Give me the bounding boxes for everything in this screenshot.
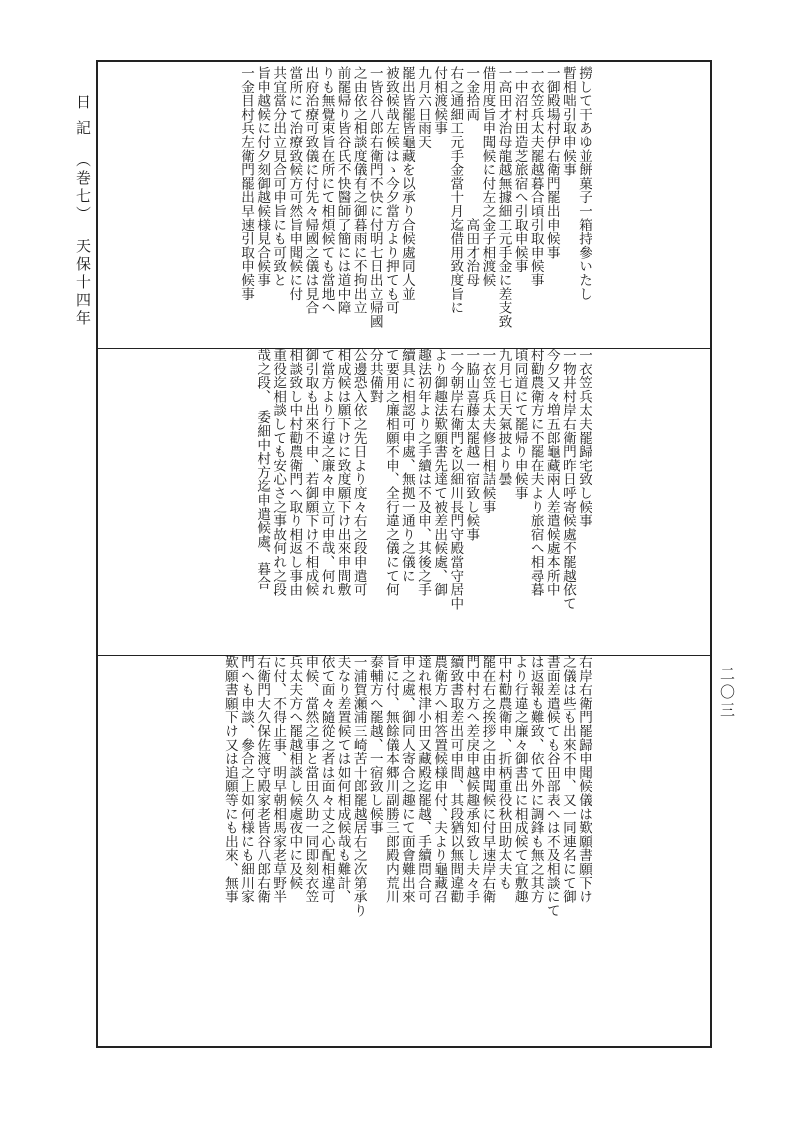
text-column: 依て面々隨從之者は面々丈之心配相違可 <box>318 655 335 904</box>
text-column: て當方より行違之廉々申立可申哉、何れ <box>318 348 335 597</box>
text-column: 九月六日雨天 <box>415 66 432 149</box>
text-column: 中村勸農衛申、折柄重役秋田助太夫も <box>495 655 512 890</box>
text-column: 一高田才治母龍越無據細工元手金に差支致 <box>495 66 512 329</box>
text-column: 右之通細工元手金當十月迄借用致度旨に <box>447 66 464 315</box>
text-column: 夫なり差置候ては如何相成候哉も難計、 <box>334 655 351 904</box>
text-column: 農衛方へ相答置候様申付、夫より龜藏召 <box>431 655 448 904</box>
text-column: 共宜當分出立見合可申旨にも可致と <box>270 66 287 287</box>
text-column: 出府治療可致儀に付先々帰國之儀は見合 <box>302 66 319 315</box>
text-column: 分共備對 <box>366 348 383 404</box>
text-column: 旨に付、無餘儀本郷川副勝三郎殿内荒川 <box>382 655 399 904</box>
text-column: 一今朝岸右衛門を以細川長門守殿當守居中 <box>447 348 464 611</box>
text-column: 頃同道にて罷帰り申候事 <box>511 348 528 500</box>
text-column: 歎願書願下け又は追願等にも出來、無事 <box>221 655 238 904</box>
text-column: 一衣笠兵太夫罷越暮合頃引取申候事 <box>527 66 544 287</box>
text-column: 之儀は些も出來不申、又一同連名にて御 <box>559 655 576 904</box>
text-column: 泰輔方へ罷越、一宿致し候事 <box>366 655 383 835</box>
text-column: 之由依之相談度儀有之御暮雨に不拘出立 <box>350 66 367 315</box>
text-column: 續致書取差出可申間、其段猶以無間違勸 <box>447 655 464 904</box>
text-column: 旨申越候に付夕刻御越候様見合候事 <box>254 66 271 287</box>
text-column: 罷在右之挨拶之由申聞候に付早速岸右衛 <box>479 655 496 904</box>
text-column: は返報も難致、依て外に調鋒も無之其方 <box>527 655 544 904</box>
text-column: 書面差遣候ても谷田部表へは不及相談にて <box>543 655 560 918</box>
text-column: 暫相咄引取申候事 <box>559 66 576 177</box>
text-column: 相談致し中村勸農衛門へ取り相返し事由 <box>286 348 303 597</box>
text-column: 哉之段、 委細中村方迄申遣候處、暮合 <box>254 348 271 590</box>
text-column: 相成候は願下けに致度願下け出來申間敷 <box>334 348 351 597</box>
text-column: 公邊恐入依之先日より度々右之段申遣可 <box>350 348 367 597</box>
text-block-middle <box>108 348 592 653</box>
text-column: 一衣笠兵太夫罷歸宅致し候事 <box>576 348 592 528</box>
text-column: 一金拾両 高田才治母 <box>463 66 480 287</box>
text-column: て要用之廉相願不申、全行違之儀にて何 <box>382 348 399 597</box>
text-column: 撈して干あゆ並餅菓子一箱持參いたし <box>576 66 592 301</box>
text-column: 一物井村岸右衛門昨日呼寄候處不罷越依て <box>559 348 576 611</box>
text-column: 罷出皆罷皆龜藏を以承り合候處同人並 <box>398 66 415 301</box>
text-column: 被致候哉左候はゝ今夕當方より押ても可 <box>382 66 399 315</box>
text-column: 一浦賀瀬浦三崎苦十郎罷越居右之次第承り <box>350 655 367 918</box>
text-column: 村勸農衛方に不罷在夫より旅宿へ相尋暮 <box>527 348 544 597</box>
text-column: 重役迄相談しても安心さ之事故何れ之段 <box>270 348 287 597</box>
text-column: 一中沼村田造芝旅宿へ引取申候事 <box>511 66 528 273</box>
text-column: 付相渡候事 <box>431 66 448 135</box>
running-header <box>68 94 98 334</box>
text-block-top <box>108 66 592 346</box>
text-column: 一脇山喜藤太罷越一宿致し候事 <box>463 348 480 542</box>
text-column: 一御殿場村伊右衛門罷出申候事 <box>543 66 560 260</box>
text-column: 右衛門大久保佐渡守殿家老皆谷八郎右衛 <box>254 655 271 904</box>
text-column: より御趣法歎願書先達て被差出候處、御 <box>431 348 448 597</box>
text-column: 申之處、御同人寄合之趣にて面會難出來 <box>398 655 415 904</box>
header-volume: （巻七） <box>74 151 92 224</box>
text-column: りも無覺束旨在所にて相煩候ても當地へ <box>318 66 335 315</box>
text-column: 當所にて治療致候方可然旨申聞候に付 <box>286 66 303 301</box>
text-column: 一衣笠兵太夫修日相詰候事 <box>479 348 496 514</box>
header-title: 日 記 <box>74 94 92 138</box>
text-column: に付、不得止事、明早朝相馬家老草野半 <box>270 655 287 904</box>
text-column: より行違之廉々御書出に相成候て宜敷趣 <box>511 655 528 904</box>
text-column: 今夕又々増五郎龜藏兩人差遣候處本所中 <box>543 348 560 597</box>
text-column: 申候、當然之事と當田久助一同即刻衣笠 <box>302 655 319 904</box>
header-era: 天保十四年 <box>74 237 92 328</box>
text-column: 門へも申談、參合之上如何様にも細川家 <box>238 655 255 904</box>
text-column: 右岸右衛門罷歸申聞候儀は歎願書願下け <box>576 655 592 904</box>
text-column: 達れ根津小田又藏殿迄罷越、手續問合可 <box>415 655 432 904</box>
text-column: 九月七日天氣披より曇 <box>495 348 512 486</box>
text-column: 前罷帰り皆谷氏不快醫師了簡には道中障 <box>334 66 351 315</box>
text-column: 一皆谷八郎右衛門不快に付明七日出立帰國 <box>366 66 383 329</box>
page-number: 二〇三 <box>718 666 736 720</box>
text-column: 借用度旨申聞候に付左之金子相渡候 <box>479 66 496 287</box>
text-column: 續具に相認可申處、無拠一通り之儀に <box>398 348 415 583</box>
text-column: 趣法初年より之手續は不及申、其後之手 <box>415 348 432 597</box>
text-block-bottom <box>108 655 592 1045</box>
text-column: 門中村方へ差戾申越候趣承知致し夫々手 <box>463 655 480 904</box>
text-column: 兵太夫方へ罷越相談し候處夜中に及候 <box>286 655 303 890</box>
text-column: 御引取も出來不申、若御願下け不相成候 <box>302 348 319 597</box>
text-column: 一金目村兵左衛門罷出早速引取申候事 <box>238 66 255 301</box>
